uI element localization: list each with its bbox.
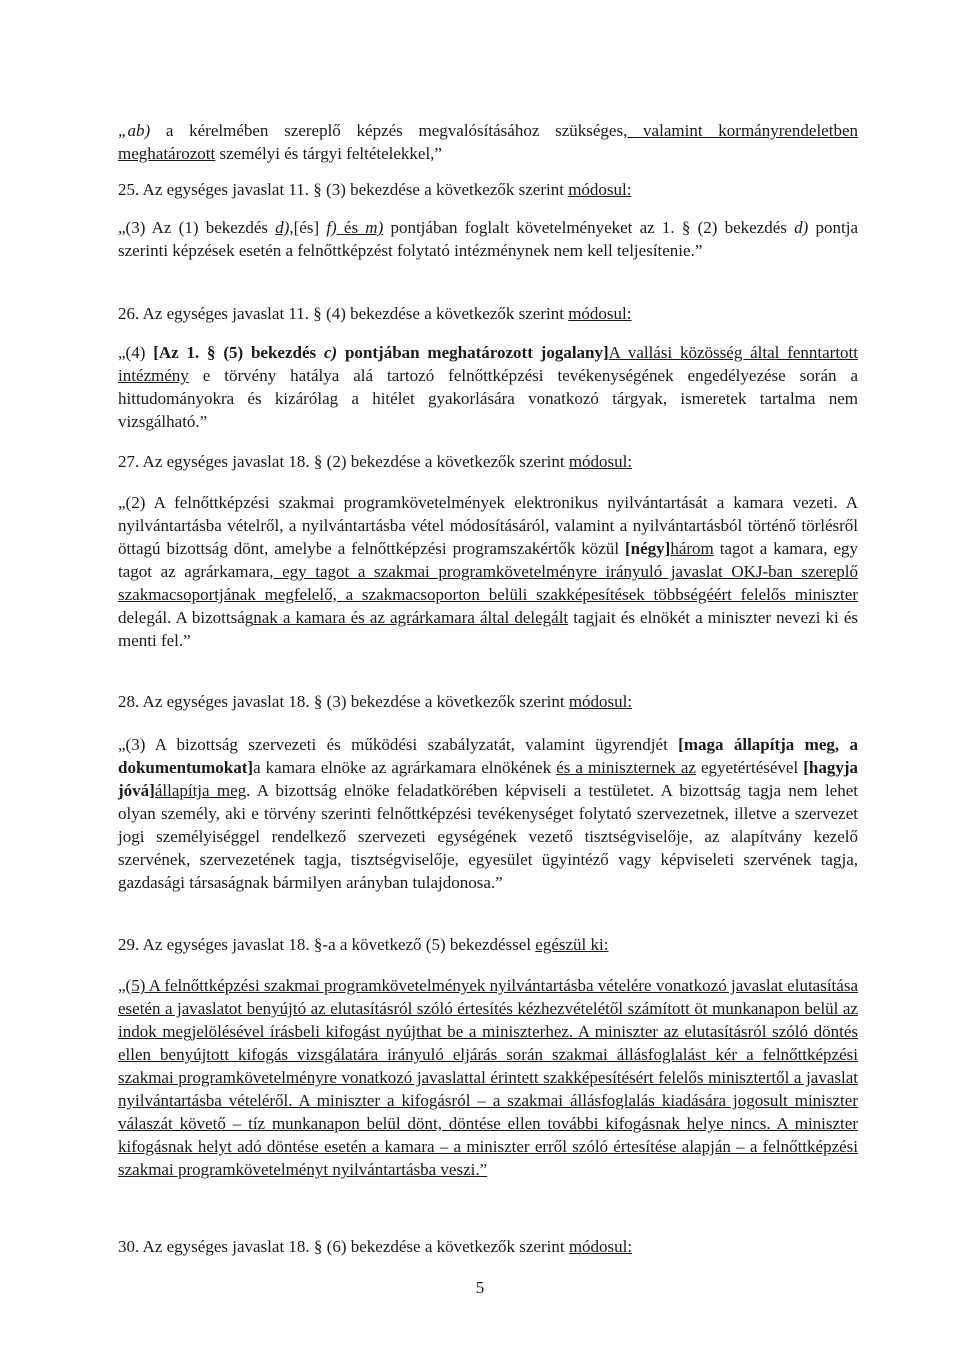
paragraph-4-deleted-b: c) <box>323 343 338 362</box>
paragraph-3b <box>118 733 858 894</box>
paragraph-2-deleted: [négy] <box>625 539 671 558</box>
amendment-heading-28-text: 28. Az egységes javaslat 18. § (3) bekezdése a következők szerint <box>118 692 569 711</box>
paragraph-2-a: „(2) A felnőttképzési szakmai programkövetelmények elektronikus nyilvántartását a kamara vezeti. A nyilvántartásba vételről, a nyilvántartásba vétel módosításáról, valamint a nyilvántartásból történő törlésről öttagú bizottság dönt, amelybe a felnőttképzési programszakértők közül <box>118 493 858 558</box>
paragraph-3b-a: „(3) A bizottság szervezeti és működési szabályzatát, valamint ügyrendjét <box>118 735 679 754</box>
amendment-heading-26 <box>118 302 858 325</box>
paragraph-ab <box>118 119 858 165</box>
paragraph-2-f: delegál. A bizottság <box>118 608 254 627</box>
amendment-heading-28 <box>118 690 858 713</box>
paragraph-3-e: és <box>336 218 366 237</box>
paragraph-3b-deleted-a: [maga állapítja meg, a dokumentumokat] <box>118 735 858 777</box>
paragraph-2-inserted-a: három <box>670 539 714 558</box>
paragraph-3-a: „(3) Az (1) bekezdés <box>118 218 276 237</box>
paragraph-3-i: pontja szerinti képzések esetén a felnőttképzést folytató intézménynek nem kell teljesítenie.” <box>118 218 858 260</box>
paragraph-3-d: f) <box>326 218 337 237</box>
amendment-heading-25-text: 25. Az egységes javaslat 11. § (3) bekezdése a következők szerint <box>118 180 569 199</box>
paragraph-2-d: tagot a kamara, egy tagot az agrárkamara <box>118 539 858 581</box>
amendment-heading-26-text: 26. Az egységes javaslat 11. § (4) bekezdése a következők szerint <box>118 304 569 323</box>
paragraph-3-c: [és] <box>293 218 327 237</box>
amendment-heading-29 <box>118 933 858 956</box>
paragraph-4-deleted-c: pontjában meghatározott jogalany] <box>337 343 609 362</box>
paragraph-3 <box>118 216 858 262</box>
paragraph-3b-e: egyetértésével <box>695 758 804 777</box>
paragraph-3b-c: a kamara elnöke az agrárkamara elnökének <box>253 758 557 777</box>
page-number: 5 <box>475 1278 485 1297</box>
amendment-heading-28-verb: módosul: <box>568 692 633 711</box>
paragraph-4-rest: e törvény hatálya alá tartozó felnőttképzési tevékenységének engedélyezése során a hittudományokra és kizárólag a hitélet gyakorlására vonatkozó tárgyak, ismeretek tartalma nem vizsgálható.” <box>118 366 858 431</box>
paragraph-3b-inserted-a: és a miniszternek az <box>556 758 696 777</box>
paragraph-2-h: tagjait és elnökét a miniszter nevezi ki és menti fel.” <box>118 608 858 650</box>
paragraph-3b-deleted-b: [hagyja jóvá] <box>118 758 859 800</box>
paragraph-4 <box>118 341 858 433</box>
amendment-heading-30-verb: módosul: <box>568 1237 633 1256</box>
amendment-heading-29-text: 29. Az egységes javaslat 18. §-a a következő (5) bekezdéssel <box>118 935 536 954</box>
amendment-heading-27-verb: módosul: <box>568 452 633 471</box>
paragraph-2-inserted-b: , egy tagot a szakmai programkövetelményre irányuló javaslat OKJ-ban szereplő szakmacsoportjának megfelelő, a szakmacsoporton belüli szakképesítések többségéért felelős miniszter <box>118 562 858 604</box>
paragraph-5-inserted: „(5) A felnőttképzési szakmai programkövetelmények nyilvántartásba vételére vonatkozó javaslat elutasítása esetén a javaslatot benyújtó az elutasításról szóló értesítés kézhezvételétől számított öt munkanapon belül az indok megjelölésével írásbeli kifogást nyújthat be a miniszterhez. A miniszter az elutasításról szóló döntés ellen benyújtott kifogás vizsgálatára irányuló eljárás során szakmai állásfoglalást kér a felnőttképzési szakmai programkövetelményre vonatkozó javaslattal érintett szakképesítésért felelős minisztertől a javaslat nyilvántartásba vételéről. A miniszter a kifogásról – a szakmai állásfoglalás kiadására jogosult miniszter válaszát követő – tíz munkanapon belül dönt, döntése ellen további kifogásnak helye nincs. A miniszter kifogásnak helyt adó döntése esetén a kamara – a miniszter erről szóló értesítése alapján – a felnőttképzési szakmai programkövetelményt nyilvántartásba veszi.” <box>118 976 858 1179</box>
paragraph-2 <box>118 491 858 652</box>
amendment-heading-30 <box>118 1235 858 1258</box>
paragraph-3-b: d), <box>275 218 294 237</box>
paragraph-3-g: pontjában foglalt követelményeket az 1. § (2) bekezdés <box>383 218 795 237</box>
amendment-heading-29-verb: egészül ki: <box>535 935 609 954</box>
paragraph-ab-tail: személyi és tárgyi feltételekkel,” <box>215 144 442 163</box>
amendment-heading-27-text: 27. Az egységes javaslat 18. § (2) bekezdése a következők szerint <box>118 452 569 471</box>
paragraph-4-a: „(4) <box>118 343 154 362</box>
paragraph-2-inserted-c: nak a kamara és az agrárkamara által delegált <box>253 608 569 627</box>
amendment-heading-30-text: 30. Az egységes javaslat 18. § (6) bekezdése a következők szerint <box>118 1237 569 1256</box>
paragraph-3b-inserted-b: állapítja meg <box>154 781 247 800</box>
amendment-heading-27 <box>118 450 858 473</box>
paragraph-ab-amendment: , valamint kormányrendeletben meghatározott <box>118 121 858 163</box>
paragraph-3b-h: . A bizottság elnöke feladatkörében képviseli a testületet. A bizottság tagja nem lehet olyan személy, aki e törvény szerinti felnőttképzési tevékenységet folytató szervezetnek, illetve a szervezet jogi személyiséggel rendelkező szervezeti egységének vezető tisztségviselője, az alapítvány kezelő szervének, szervezetének tagja, tisztségviselője, egyesület ügyintéző vagy képviseleti szervének tagja, gazdasági társaságnak bármilyen arányban tulajdonosa.” <box>118 781 858 892</box>
paragraph-ab-text: a kérelmében szereplő képzés megvalósításához szükséges <box>150 121 624 140</box>
paragraph-4-deleted-a: [Az 1. § (5) bekezdés <box>153 343 324 362</box>
paragraph-4-inserted: A vallási közösség által fenntartott intézmény <box>118 343 859 385</box>
amendment-heading-26-verb: módosul: <box>568 304 632 323</box>
paragraph-3-f: m) <box>365 218 384 237</box>
amendment-heading-25-verb: módosul: <box>568 180 632 199</box>
point-ab-label: „ab) <box>118 121 151 140</box>
amendment-heading-25 <box>118 178 858 201</box>
paragraph-3-h: d) <box>794 218 809 237</box>
